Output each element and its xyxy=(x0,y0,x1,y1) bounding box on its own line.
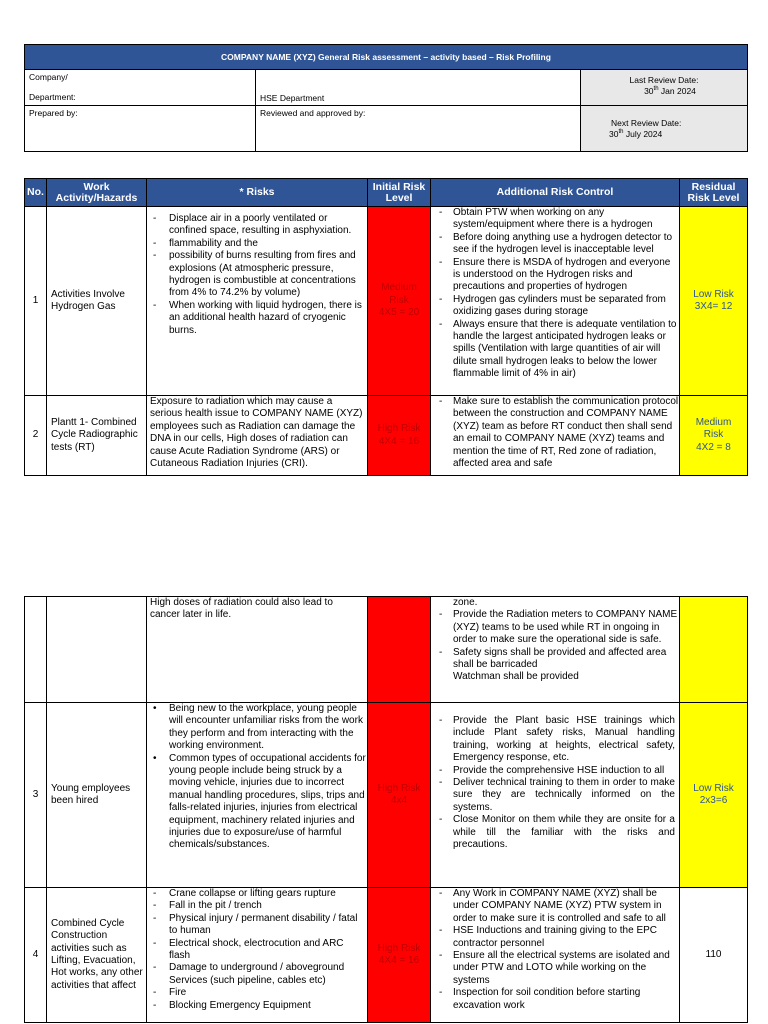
risk-table-page-1 xyxy=(24,178,748,476)
risk-item-continuation: - possibility of burns resulting from fires and explosions (At atmospheric pressure, hydrogen is combustible at concentrations from 4% to 74.2% by volume) xyxy=(147,250,367,300)
row-number: 1 xyxy=(25,207,47,396)
risk-item: - Damage to underground / aboveground Services (such pipeline, cables etc) xyxy=(147,962,367,987)
risk-item: - flammability and the xyxy=(147,238,367,250)
table-row xyxy=(25,396,748,476)
last-review-label: Last Review Date: xyxy=(629,75,699,85)
table-row xyxy=(25,597,748,703)
row-activity: Combined Cycle Construction activities such as Lifting, Evacuation, Hot works, any other activities that affect xyxy=(47,888,147,1023)
document-title: COMPANY NAME (XYZ) General Risk assessment – activity based – Risk Profiling xyxy=(25,45,748,70)
next-review-label: Next Review Date: xyxy=(611,118,682,128)
next-review-cell xyxy=(581,106,748,152)
initial-risk-level: High Risk 4X4 = 16 xyxy=(368,888,431,1023)
control-item: - Any Work in COMPANY NAME (XYZ) shall be under COMPANY NAME (XYZ) PTW system in order to make sure it is controlled and safe to all xyxy=(431,888,679,925)
residual-risk-level xyxy=(680,597,748,703)
control-item: - Close Monitor on them while they are onsite for a while till the familiar with the risks and precautions. xyxy=(431,814,675,851)
risk-item: - Fire xyxy=(147,987,367,999)
row-number: 3 xyxy=(25,703,47,888)
risk-item: - Crane collapse or lifting gears rupture xyxy=(147,888,367,900)
table-row xyxy=(25,207,748,396)
last-review-date: 30th Jan 2024 xyxy=(644,86,696,96)
residual-risk-level: 110 xyxy=(680,888,748,1023)
control-item: Watchman shall be provided xyxy=(453,671,579,683)
row-risks xyxy=(147,888,368,1023)
assessment-header-table xyxy=(24,44,748,152)
table-row xyxy=(25,888,748,1023)
department-value: HSE Department xyxy=(256,70,581,106)
control-item: - Provide the comprehensive HSE induction to all xyxy=(431,765,675,777)
last-review-cell xyxy=(581,70,748,106)
row-controls xyxy=(431,888,680,1023)
risk-item: • Common types of occupational accidents for young people include being struck by a moving vehicle, injuries due to incorrect manual handling procedures, slips, trips and falls-related injuries, injuries from electrical equipment, machinery related injuries and injuries due to exposure/use of harmful chemicals/substances. xyxy=(147,753,367,852)
row-number xyxy=(25,597,47,703)
risk-item: - Physical injury / permanent disability / fatal to human xyxy=(147,913,367,938)
department-label: Department: xyxy=(29,92,76,102)
control-item: - Ensure there is MSDA of hydrogen and everyone is understood on the Hydrogen risks and precautions and properties of hydrogen xyxy=(431,257,679,294)
control-item: - Make sure to establish the communication protocol between the construction and COMPANY NAME (XYZ) team as before RT conduct then shall send an email to COMPANY NAME (XYZ) teams and mention the time of RT, Red zone of radiation, affected area and safe xyxy=(431,396,679,470)
control-item: - Inspection for soil condition before starting excavation work xyxy=(431,987,679,1012)
row-activity: Young employees been hired xyxy=(47,703,147,888)
prepared-by-label: Prepared by: xyxy=(25,106,256,152)
risk-item: - Fall in the pit / trench xyxy=(147,900,367,912)
risk-item: - Displace air in a poorly ventilated or confined space, resulting in asphyxiation. xyxy=(147,213,367,238)
col-header-risks: * Risks xyxy=(147,179,368,207)
col-header-residual-risk: Residual Risk Level xyxy=(680,179,748,207)
control-item: - Obtain PTW when working on any system/equipment where there is a hydrogen xyxy=(431,207,679,232)
row-controls xyxy=(431,597,680,703)
initial-risk-level: High Risk 4x4 xyxy=(368,703,431,888)
control-item: - Hydrogen gas cylinders must be separated from oxidizing gases during storage xyxy=(431,294,679,319)
col-header-initial-risk: Initial Risk Level xyxy=(368,179,431,207)
risk-item: - When working with liquid hydrogen, there is an additional health hazard of cryogenic burns. xyxy=(147,300,367,337)
row-risks xyxy=(147,703,368,888)
col-header-control: Additional Risk Control xyxy=(431,179,680,207)
row-controls xyxy=(431,207,680,396)
risk-item: - Blocking Emergency Equipment xyxy=(147,1000,367,1012)
control-item: - Provide the Plant basic HSE trainings which include Plant safety risks, Manual handling training, working at heights, electrical safety, Emergency response, etc. xyxy=(431,715,675,765)
table-row xyxy=(25,703,748,888)
residual-risk-level: Medium Risk 4X2 = 8 xyxy=(680,396,748,476)
control-continuation: zone. xyxy=(453,597,478,608)
control-item: - Provide the Radiation meters to COMPANY NAME (XYZ) teams to be used while RT in ongoing in order to make sure the operational side is safe. xyxy=(431,609,679,646)
row-activity: Plantt 1- Combined Cycle Radiographic tests (RT) xyxy=(47,396,147,476)
company-label: Company/ xyxy=(29,72,68,82)
control-item: - Deliver technical training to them in order to make sure they are technically informed on the systems. xyxy=(431,777,675,814)
initial-risk-level xyxy=(368,597,431,703)
control-item: - Always ensure that there is adequate ventilation to handle the largest anticipated hydrogen leaks or spills (Ventilation with large quantities of air will dilute small hydrogen leaks to below the lower flammable limit of 4% in air) xyxy=(431,319,679,381)
risk-table-page-2 xyxy=(24,596,748,1023)
row-activity xyxy=(47,597,147,703)
reviewed-by-label: Reviewed and approved by: xyxy=(256,106,581,152)
row-number: 4 xyxy=(25,888,47,1023)
col-header-activity: Work Activity/Hazards xyxy=(47,179,147,207)
initial-risk-level: Medium Risk 4X5 = 20 xyxy=(368,207,431,396)
company-department-cell xyxy=(25,70,256,106)
row-risks: High doses of radiation could also lead to cancer later in life. xyxy=(147,597,368,703)
row-risks: Exposure to radiation which may cause a serious health issue to COMPANY NAME (XYZ) employees such as Radiation can damage the DNA in our cells, High doses of radiation can cause Acute Radiation Syndrome (ARS) or Cutaneous Radiation Injuries (CRI). xyxy=(147,396,368,476)
risk-item: • Being new to the workplace, young people will encounter unfamiliar risks from the work they perform and from interacting with the working environment. xyxy=(147,703,367,753)
residual-risk-level: Low Risk 3X4= 12 xyxy=(680,207,748,396)
control-item: - HSE Inductions and training giving to the EPC contractor personnel xyxy=(431,925,679,950)
control-item: - Ensure all the electrical systems are isolated and under PTW and LOTO while working on the systems xyxy=(431,950,679,987)
control-item: - Before doing anything use a hydrogen detector to see if the hydrogen level is inacceptable level xyxy=(431,232,679,257)
risk-item: - Electrical shock, electrocution and ARC flash xyxy=(147,938,367,963)
col-header-no: No. xyxy=(25,179,47,207)
row-controls xyxy=(431,396,680,476)
next-review-date: 30th July 2024 xyxy=(609,129,663,139)
row-risks xyxy=(147,207,368,396)
control-item: - Safety signs shall be provided and affected area shall be barricaded xyxy=(431,647,679,672)
row-number: 2 xyxy=(25,396,47,476)
initial-risk-level: High Risk 4X4 = 16 xyxy=(368,396,431,476)
row-activity: Activities Involve Hydrogen Gas xyxy=(47,207,147,396)
row-controls xyxy=(431,703,680,888)
residual-risk-level: Low Risk 2x3=6 xyxy=(680,703,748,888)
